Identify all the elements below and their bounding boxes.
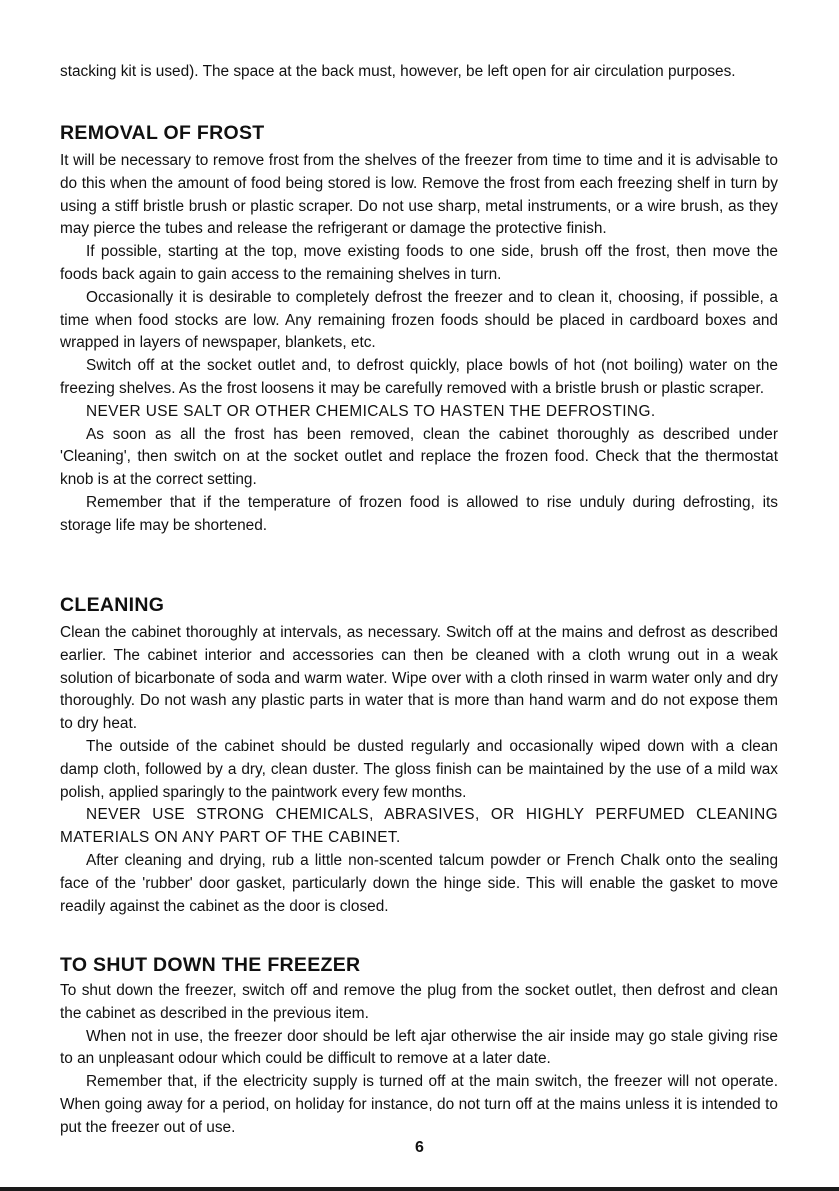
intro-paragraph: stacking kit is used). The space at the back must, however, be left open for air circulation purposes.	[60, 63, 736, 80]
shutdown-paragraph: To shut down the freezer, switch off and remove the plug from the socket outlet, then defrost and clean the cabinet as described in the previous item.	[60, 982, 778, 1022]
frost-paragraph: Switch off at the socket outlet and, to defrost quickly, place bowls of hot (not boiling) water on the freezing shelves. As the frost loosens it may be carefully removed with a bristle brush or plastic scraper.	[60, 357, 778, 397]
section-shut-down	[60, 953, 778, 1140]
section-removal-of-frost	[60, 121, 778, 538]
cleaning-paragraph: Clean the cabinet thoroughly at intervals, as necessary. Switch off at the mains and defrost as described earlier. The cabinet interior and accessories can then be cleaned with a cloth wrung out in a weak solution of bicarbonate of soda and warm water. Wipe over with a cloth rinsed in warm water only and dry thoroughly. Do not wash any plastic parts in water that is more than hand warm and do not expose them to dry heat.	[60, 624, 778, 733]
cleaning-paragraph: The outside of the cabinet should be dusted regularly and occasionally wiped down with a clean damp cloth, followed by a dry, clean duster. The gloss finish can be maintained by the use of a mild wax polish, applied sparingly to the paintwork every few months.	[60, 737, 778, 801]
frost-paragraph: As soon as all the frost has been removed, clean the cabinet thoroughly as described under 'Cleaning', then switch on at the socket outlet and replace the frozen food. Check that the thermostat knob is at the correct setting.	[60, 425, 778, 489]
page-bottom-edge	[0, 1187, 839, 1191]
cleaning-warning: NEVER USE STRONG CHEMICALS, ABRASIVES, OR HIGHLY PERFUMED CLEANING MATERIALS ON ANY PART OF THE CABINET.	[60, 806, 778, 847]
section-cleaning	[60, 593, 778, 918]
cleaning-paragraph: After cleaning and drying, rub a little non-scented talcum powder or French Chalk onto the sealing face of the 'rubber' door gasket, particularly down the hinge side. This will enable the gasket to move readily against the cabinet as the door is closed.	[60, 851, 778, 915]
page-number: 6	[415, 1139, 424, 1156]
section-heading-frost: REMOVAL OF FROST	[60, 122, 265, 144]
frost-paragraph: If possible, starting at the top, move existing foods to one side, brush off the frost, then move the foods back again to gain access to the remaining shelves in turn.	[60, 243, 778, 283]
frost-warning: NEVER USE SALT OR OTHER CHEMICALS TO HASTEN THE DEFROSTING.	[86, 402, 656, 420]
frost-paragraph: Occasionally it is desirable to completely defrost the freezer and to clean it, choosing, if possible, a time when food stocks are low. Any remaining frozen foods should be placed in cardboard boxes and wrapped in layers of newspaper, blankets, etc.	[60, 288, 778, 352]
frost-paragraph: It will be necessary to remove frost from the shelves of the freezer from time to time and it is advisable to do this when the amount of food being stored is low. Remove the frost from each freezing shelf in turn by using a stiff bristle brush or plastic scraper. Do not use sharp, metal instruments, or a wire brush, as they may pierce the tubes and release the refrigerant or damage the protective finish.	[60, 152, 778, 238]
section-heading-cleaning: CLEANING	[60, 594, 165, 616]
shutdown-paragraph: When not in use, the freezer door should be left ajar otherwise the air inside may go stale giving rise to an unpleasant odour which could be difficult to remove at a later date.	[60, 1027, 778, 1068]
frost-paragraph: Remember that if the temperature of frozen food is allowed to rise unduly during defrosting, its storage life may be shortened.	[60, 493, 778, 534]
intro-block	[60, 61, 778, 84]
shutdown-paragraph: Remember that, if the electricity supply is turned off at the main switch, the freezer will not operate. When going away for a period, on holiday for instance, do not turn off at the mains unless it is intended to put the freezer out of use.	[60, 1073, 778, 1136]
section-heading-shutdown: TO SHUT DOWN THE FREEZER	[60, 954, 361, 976]
